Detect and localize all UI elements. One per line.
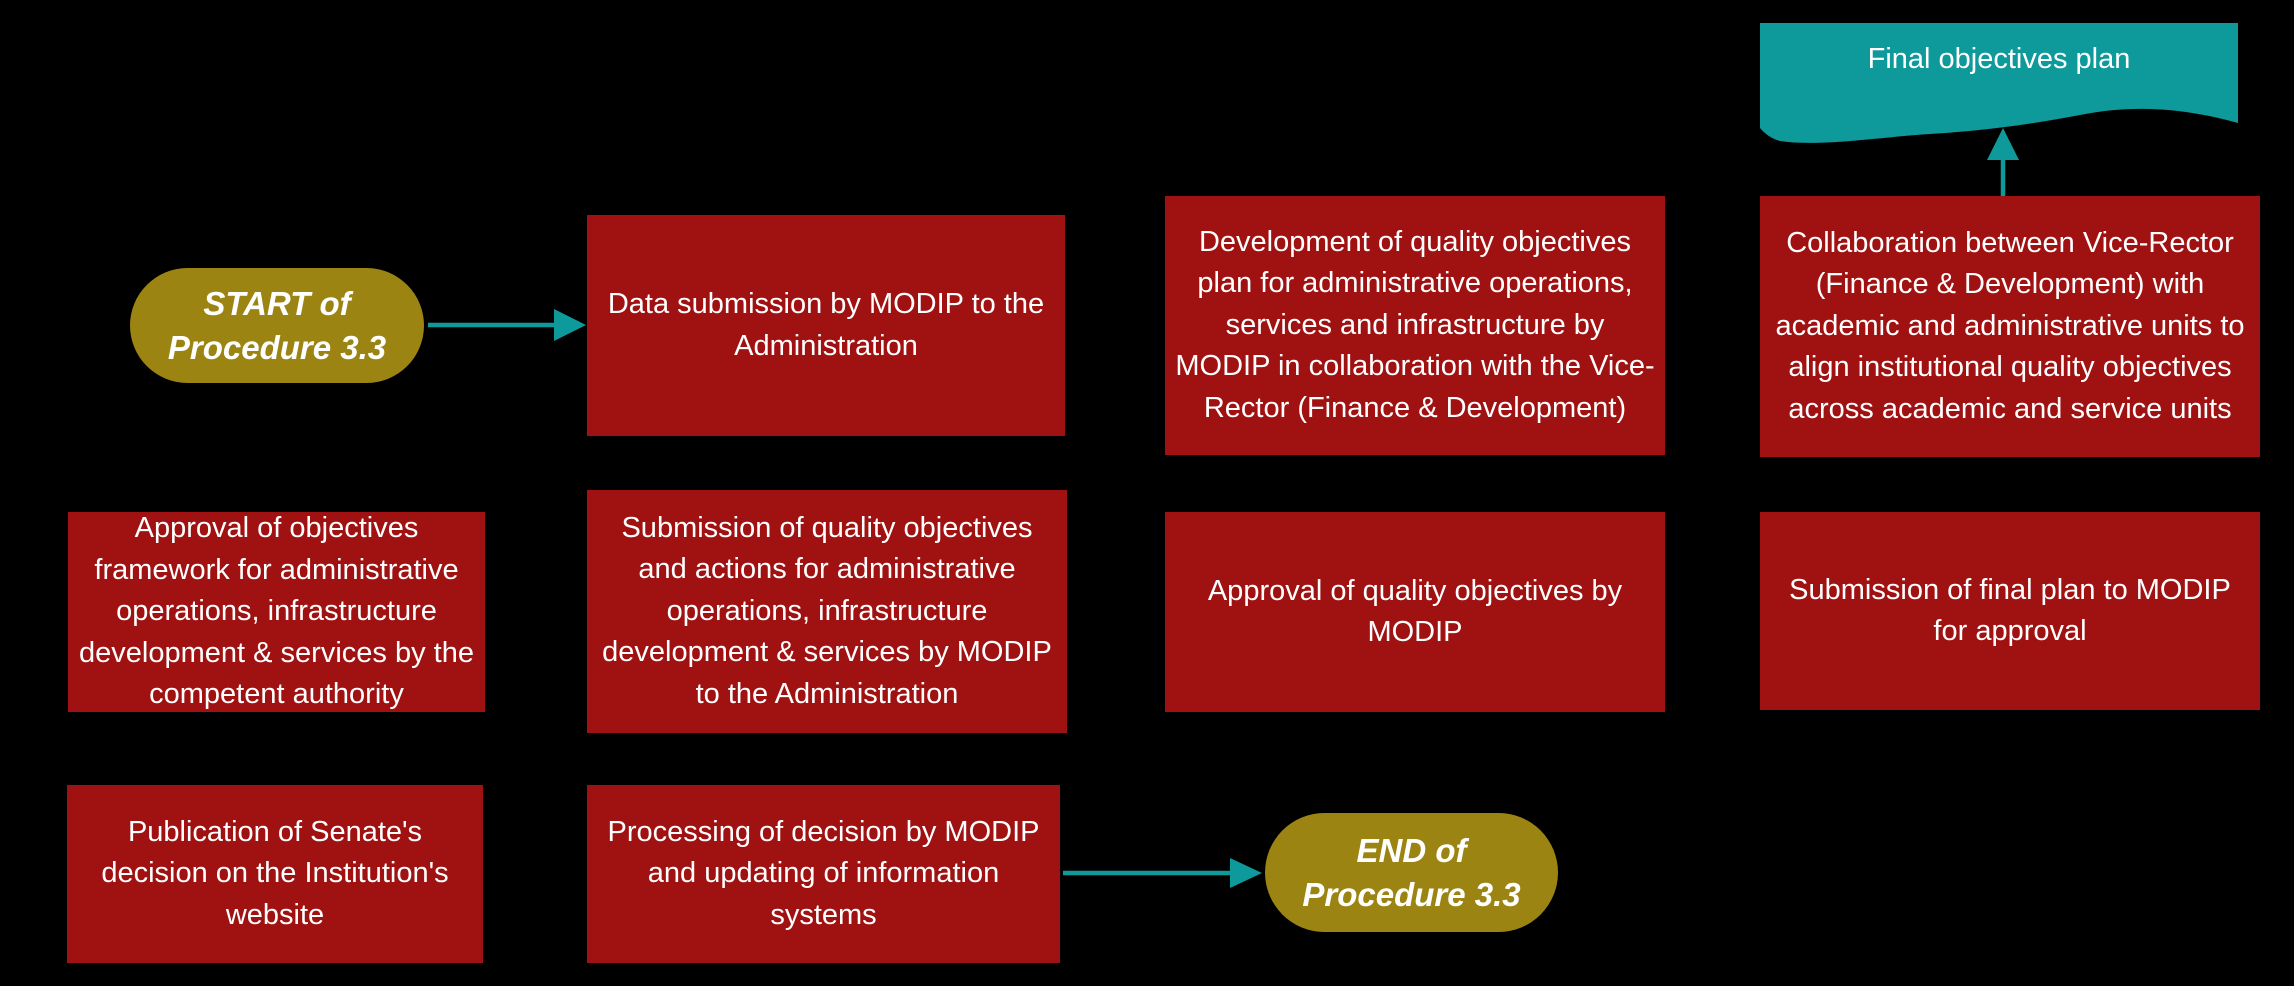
- process-box-submission-objectives: Submission of quality objectives and actions for administrative operations, infrastructure development & services by MODIP to the Administration: [587, 490, 1067, 733]
- process-box-development-plan: Development of quality objectives plan for administrative operations, services and infrastructure by MODIP in collaboration with the Vice-Rector (Finance & Development): [1165, 196, 1665, 455]
- process-box-processing-decision: Processing of decision by MODIP and updating of information systems: [587, 785, 1060, 963]
- start-terminator: [130, 268, 424, 383]
- process-box-data-submission: Data submission by MODIP to the Administration: [587, 215, 1065, 436]
- start-terminator-line2: Procedure 3.3: [167, 328, 387, 366]
- arrow-start-to-data-submission: [428, 309, 586, 341]
- start-terminator-line1: START of: [203, 284, 351, 322]
- arrow-processing-to-end: [1063, 858, 1262, 888]
- process-box-approval-objectives: Approval of quality objectives by MODIP: [1165, 512, 1665, 712]
- process-box-publication-senate: Publication of Senate's decision on the Institution's website: [67, 785, 483, 963]
- final-objectives-document-label: Final objectives plan: [1867, 42, 2131, 75]
- end-terminator: [1265, 813, 1558, 932]
- process-box-collaboration-align: Collaboration between Vice-Rector (Finance & Development) with academic and administrative units to align institutional quality objectives across academic and service units: [1760, 196, 2260, 457]
- end-terminator-line2: Procedure 3.3: [1302, 875, 1521, 913]
- process-box-approval-framework: Approval of objectives framework for administrative operations, infrastructure development & services by the competent authority: [68, 512, 485, 712]
- end-terminator-line1: END of: [1356, 831, 1467, 869]
- process-box-submission-final-plan: Submission of final plan to MODIP for approval: [1760, 512, 2260, 710]
